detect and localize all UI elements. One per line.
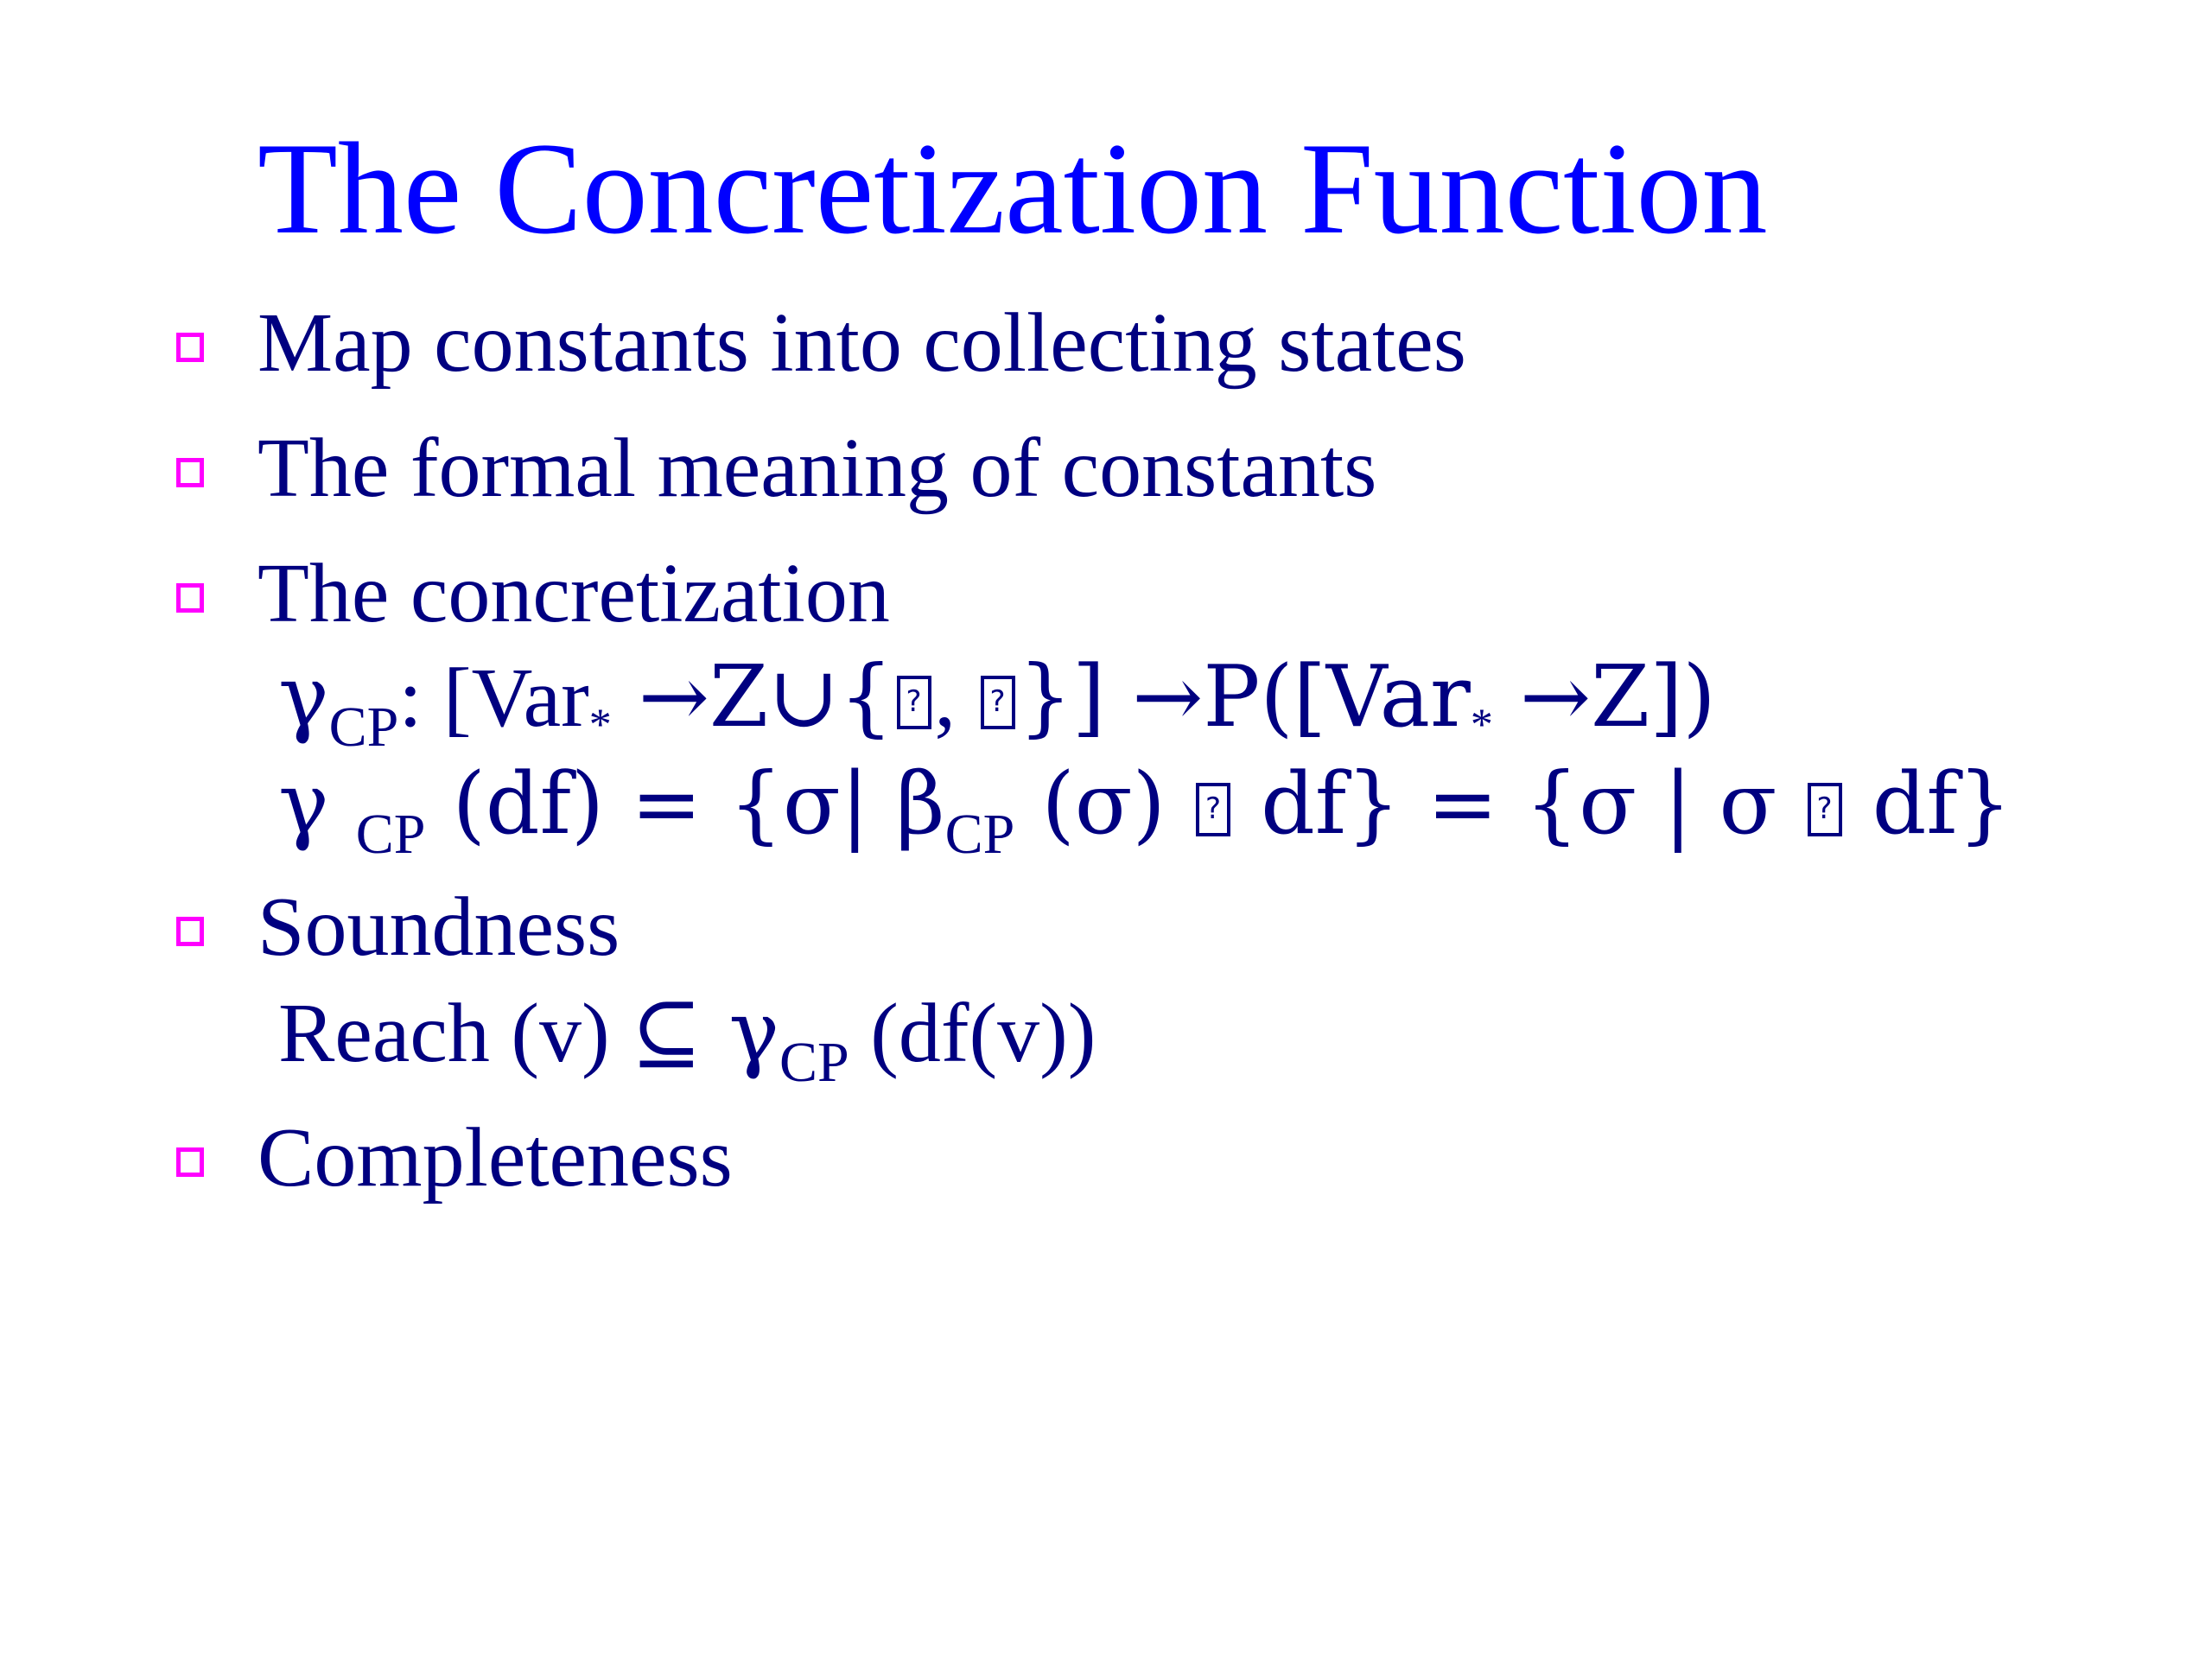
formula-subscript: CP bbox=[355, 803, 426, 867]
missing-glyph-icon bbox=[1196, 783, 1230, 836]
square-bullet-icon bbox=[176, 583, 204, 613]
missing-glyph-icon bbox=[981, 676, 1015, 729]
gamma-symbol: γ bbox=[278, 648, 329, 747]
formula-subscript: * bbox=[588, 700, 612, 750]
bullet-text: The formal meaning of constants bbox=[257, 422, 1377, 515]
bullet-text: The concretization bbox=[257, 547, 890, 640]
formula-text: }] →P([Var bbox=[1018, 648, 1471, 747]
formula-soundness bbox=[278, 983, 1096, 1095]
formula-subscript: CP bbox=[779, 1031, 849, 1095]
missing-glyph-icon bbox=[1808, 783, 1842, 836]
gamma-symbol: γ bbox=[702, 983, 779, 1082]
square-bullet-icon bbox=[176, 458, 204, 487]
formula-text: : [Var bbox=[398, 652, 589, 745]
formula-text: →Z]) bbox=[1492, 648, 1716, 747]
formula-subscript: * bbox=[1470, 700, 1493, 750]
formula-text: Reach (v) bbox=[278, 987, 632, 1080]
formula-text: (σ) bbox=[1014, 755, 1192, 854]
square-bullet-icon bbox=[176, 333, 204, 362]
formula-subscript: CP bbox=[328, 696, 399, 760]
bullet-item bbox=[176, 296, 1466, 391]
bullet-text: Soundness bbox=[257, 880, 620, 974]
square-bullet-icon bbox=[176, 917, 204, 946]
bullet-item bbox=[176, 1110, 733, 1205]
formula-text: (df(v)) bbox=[849, 987, 1096, 1080]
missing-glyph-icon bbox=[897, 676, 931, 729]
bullet-item bbox=[176, 421, 1376, 516]
formula-text: (df) = {σ| β bbox=[425, 755, 945, 854]
formula-text: , bbox=[934, 652, 977, 745]
formula-text: →Z∪{ bbox=[611, 648, 893, 747]
bullet-text: Map constants into collecting states bbox=[257, 296, 1466, 390]
gamma-symbol: γ bbox=[278, 755, 356, 854]
formula-text: df} = {σ | σ bbox=[1234, 755, 1804, 854]
bullet-text: Completeness bbox=[257, 1111, 733, 1205]
formula-text: df} bbox=[1845, 755, 2012, 854]
formula-gamma-signature bbox=[278, 648, 1716, 760]
square-bullet-icon bbox=[176, 1147, 204, 1177]
subseteq-symbol: ⊆ bbox=[631, 983, 702, 1082]
slide-title: The Concretization Function bbox=[257, 116, 1768, 261]
formula-subscript: CP bbox=[944, 803, 1015, 867]
bullet-item bbox=[176, 546, 890, 641]
formula-gamma-definition bbox=[278, 755, 2012, 867]
bullet-item bbox=[176, 880, 620, 975]
